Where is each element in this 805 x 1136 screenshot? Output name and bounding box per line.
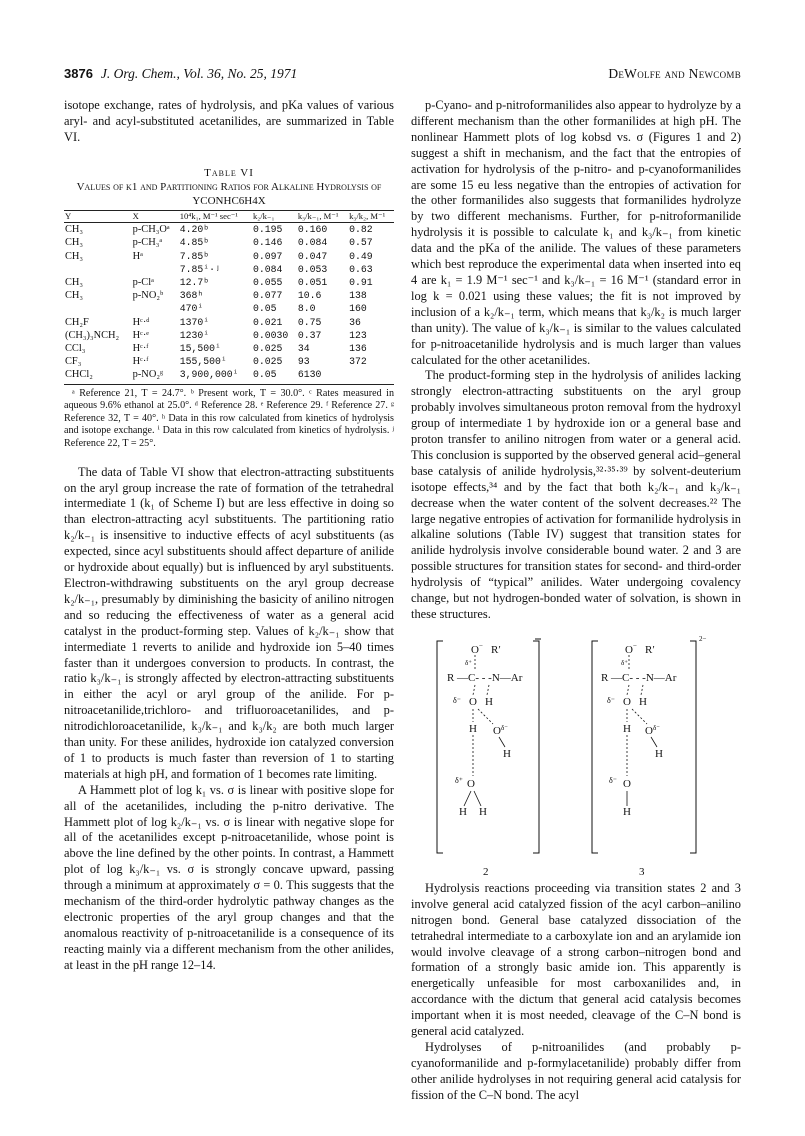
svg-text:δ⁺: δ⁺ <box>465 658 472 667</box>
table-cell: 15,500ⁱ <box>179 343 221 355</box>
table-row <box>64 236 394 249</box>
table-cell: 12.7ᵇ <box>179 277 210 289</box>
table-cell <box>348 368 394 384</box>
table-cell: 36 <box>349 316 361 328</box>
table-cell: p-NO₂ᵇ <box>132 290 164 302</box>
table-cell: Hᵃ <box>132 250 144 262</box>
structure-label-3: 3 <box>639 865 645 878</box>
table-row <box>64 316 394 329</box>
table-row <box>64 302 394 315</box>
svg-text:—C- - -N—Ar: —C- - -N—Ar <box>611 671 677 684</box>
data-table <box>64 210 394 385</box>
table-cell: 10.6 <box>297 290 322 302</box>
table-cell: 0.82 <box>349 224 373 236</box>
table-cell: 0.051 <box>297 277 328 289</box>
table-cell: 0.63 <box>349 263 373 275</box>
table-cell: 0.025 <box>252 356 283 368</box>
table-cell: p-NO₂ᵍ <box>132 368 179 384</box>
table-cell: 0.084 <box>252 263 283 275</box>
table-cell: Hᶜ·ᵈ <box>132 316 150 328</box>
table-header-cell: X <box>132 210 179 223</box>
svg-text:δ⁺: δ⁺ <box>455 775 463 785</box>
table-cell: 155,500ⁱ <box>179 356 227 368</box>
page-number: 3876 <box>64 66 93 81</box>
table-header-cell: Y <box>64 210 132 223</box>
table-cell: 8.0 <box>297 303 316 315</box>
table-body <box>64 223 394 384</box>
table-cell: CH₃ <box>65 277 84 289</box>
svg-text:δ⁻: δ⁻ <box>609 775 617 785</box>
table-cell: 0.160 <box>297 224 328 236</box>
svg-text:H: H <box>623 805 631 818</box>
table-row <box>64 276 394 289</box>
table-cell <box>64 263 132 276</box>
table-cell: Hᶜ·ᶠ <box>132 343 149 355</box>
table-cell: 1370ⁱ <box>179 316 210 328</box>
svg-text:—C- - -N—Ar: —C- - -N—Ar <box>457 671 523 684</box>
table-cell: 368ʰ <box>179 290 204 302</box>
svg-text:H: H <box>469 722 477 735</box>
table-cell: CH₂F <box>65 316 89 328</box>
table-row <box>64 263 394 276</box>
table-cell: 6130 <box>297 368 348 384</box>
table-row <box>64 223 394 237</box>
table-cell: 0.57 <box>349 237 373 249</box>
svg-text:2−: 2− <box>699 634 707 643</box>
svg-text:H: H <box>623 722 631 735</box>
table-caption <box>64 166 394 208</box>
table-cell: 4.85ᵇ <box>179 237 210 249</box>
table-cell: 93 <box>297 356 310 368</box>
table-cell: 0.025 <box>252 343 283 355</box>
svg-text:O: O <box>625 643 633 656</box>
table-cell <box>132 263 179 276</box>
table-number: Table VI <box>204 166 254 179</box>
table-cell: 160 <box>349 303 367 315</box>
table-cell: 0.91 <box>349 277 373 289</box>
table-cell: CCl₃ <box>65 343 86 355</box>
table-cell: 0.053 <box>297 263 328 275</box>
svg-text:R′: R′ <box>491 643 501 656</box>
paragraph-formanilides: p-Cyano- and p-nitroformanilides also appear to hydrolyze by a different mechanism than the other formanilides at high pH. The nonlinear Hammett plots of log kobsd vs. σ (Figures 1 and 2) suggest a shift in mechanism, and the fact that the entropies of activation for hydrolysis of the p-nitro- and p-cyanoformanilides are some 15 eu less negative than the entropies of activation for the other formanilides also suggests that formanilides hydrolyze by two different mechanisms. Further, for p-nitroformanilide hydrolysis it is possible to calculate k₁ and k₃/k₋₁ from kinetic data and the pKa of the anilide. The values of these parameters which best reproduce the experimental data when inserted into eq 4 are k₁ = 1.9 M⁻¹ sec⁻¹ and k₃/k₋₁ = 16 M⁻¹ (standard error in log k = 0.021 using these values; the fit is not improved by inclusion of a k₂/k₋₁ term, which means that k₃/k₂ is much larger than unity). The value of k₃/k₋₁ is similar to the values calculated for p-nitroacetanilide hydrolysis and is much larger than values calculated for the other acetanilides. <box>411 98 741 367</box>
table-cell: 0.146 <box>252 237 283 249</box>
svg-text:δ⁻: δ⁻ <box>453 695 461 705</box>
table-cell: 470ⁱ <box>179 303 204 315</box>
table-row <box>64 329 394 342</box>
table-cell <box>64 302 132 315</box>
table-header-cell: k₃/k₂, M⁻¹ <box>348 210 394 223</box>
table-header-row <box>64 210 394 223</box>
table-header-cell: k₃/k₋₁, M⁻¹ <box>297 210 348 223</box>
table-cell: 372 <box>349 356 367 368</box>
table-cell: 0.05 <box>252 368 297 384</box>
table-cell: 0.75 <box>297 316 322 328</box>
svg-text:H: H <box>655 747 663 760</box>
table-cell: 0.0030 <box>252 329 289 341</box>
table-cell: 123 <box>349 329 367 341</box>
table-cell: CHCl₂ <box>64 368 132 384</box>
table-footnotes <box>64 388 394 451</box>
table-cell: CH₃ <box>65 250 84 262</box>
running-authors: DeWolfe and Newcomb <box>608 66 741 81</box>
table-cell: CH₃ <box>65 237 84 249</box>
svg-text:δ⁻: δ⁻ <box>653 723 660 732</box>
table-cell: 1230ⁱ <box>179 329 210 341</box>
table-cell: 0.195 <box>252 224 283 236</box>
svg-text:δ⁻: δ⁻ <box>501 723 508 732</box>
svg-text:O: O <box>469 695 477 708</box>
table-cell: 0.055 <box>252 277 283 289</box>
left-column <box>64 98 394 974</box>
svg-text:O: O <box>493 724 501 737</box>
structure-label-2: 2 <box>483 865 489 878</box>
table-row <box>64 368 394 384</box>
table-cell: (CH₃)₃NCH₂ <box>65 329 120 341</box>
table-cell: Hᶜ·ᵉ <box>132 329 149 341</box>
svg-text:δ⁻: δ⁻ <box>607 695 615 705</box>
table-cell: 0.097 <box>252 250 283 262</box>
table-cell: 0.084 <box>297 237 328 249</box>
table-cell: 0.047 <box>297 250 328 262</box>
svg-text:O: O <box>467 777 475 790</box>
table-cell: CH₃ <box>65 290 84 302</box>
page-header <box>64 66 741 88</box>
table-row <box>64 355 394 368</box>
table-cell: CH₃ <box>65 224 84 236</box>
table-cell: 0.021 <box>252 316 283 328</box>
svg-text:H: H <box>503 747 511 760</box>
table-cell: CF₃ <box>65 356 82 368</box>
svg-text:O: O <box>645 724 653 737</box>
svg-text:H: H <box>485 695 493 708</box>
svg-text:O: O <box>623 777 631 790</box>
table-cell: 34 <box>297 343 310 355</box>
table-cell <box>132 302 179 315</box>
right-column <box>411 98 741 1104</box>
paragraph-hammett: A Hammett plot of log k₁ vs. σ is linear with positive slope for all of the acetanilides, including the p-nitro derivative. The Hammett plot of log k₂/k₋₁ vs. σ is linear with negative slope for all of the acetanilides except p-nitroacetanilide, whose point is above the line defined by the other points. In contrast, a Hammett plot of log k₃/k₋₁ vs. σ is strongly concave upward, passing through a minimum at approximately σ = 0. This suggests that the mechanism of the third-order hydrolytic pathway changes as the electronic properties of the aryl group changes and that the anomalous reactivity of p-nitroacetanilide is a consequence of its reacting mainly via a different mechanism from the other anilides, at least in the pH range 12–14. <box>64 782 394 972</box>
table-cell: 0.077 <box>252 290 283 302</box>
table-cell: 3,900,000ⁱ <box>179 368 252 384</box>
table-header-cell: 10⁴k₁, M⁻¹ sec⁻¹ <box>179 210 252 223</box>
svg-text:R: R <box>447 671 455 684</box>
table-cell: p-CH₃Oᵃ <box>132 224 170 236</box>
footnote-text: ᵃ Reference 21, T = 24.7°. ᵇ Present work, T = 30.0°. ᶜ Rates measured in aqueous 9.6% ethanol at 25.0°. ᵈ Reference 28. ᵉ Reference 29. ᶠ Reference 27. ᵍ Reference 32, T = 40°. ʰ Data in this row calculated from kinetics of hydrolysis and isotope exchange. ⁱ Data in this row calculated from kinetics of hydrolysis. ʲ Reference 22, T = 25°. <box>64 387 394 450</box>
paragraph-nitroanilides: Hydrolyses of p-nitroanilides (and probably p-cyanoformanilide and p-formylacetanilide) probably differ from other anilide hydrolyses in not requiring general acid catalysis for fission of the C–N bond. The acyl <box>411 1039 741 1102</box>
table-row <box>64 342 394 355</box>
paragraph-product-forming: The product-forming step in the hydrolysis of anilides lacking strongly electron-attracting substituents on the aryl group probably involves simultaneous proton removal from the hydroxyl group of intermediate 1 by hydroxide ion or a general base and proton transfer to anilino nitrogen from water or a general acid. This conclusion is supported by the observed general acid–general base catalysis of anilide hydrolysis,³²·³⁵·³⁹ by solvent-deuterium isotope effects,³⁴ and by the fact that both k₂/k₋₁ and k₃/k₋₁ decrease when the water content of the solvent decreases.²² The large negative entropies of activation for formanilide hydrolysis in alkaline solutions (Table IV) suggest that transition states for anilide hydrolysis involve considerable bound water. 2 and 3 are possible structures for transition states for second- and third-order hydrolysis of “typical” anilides. Water undergoing covalency change, but not hydrogen-bonded water of solvation, is shown in these structures. <box>411 368 742 621</box>
journal-citation: J. Org. Chem., Vol. 36, No. 25, 1971 <box>100 66 298 81</box>
table-cell: 0.37 <box>297 329 322 341</box>
paragraph-table-discussion: The data of Table VI show that electron-attracting substituents on the aryl group increase the rate of formation of the tetrahedral intermediate 1 (k₁ of Scheme I) but are less effective in doing so than electron-attracting acyl substituents. The partitioning ratio k₂/k₋₁ is insensitive to inductive effects of acyl substituents (as expected, since acyl substituents should affect departure of anilide or hydroxide about equally) but is influenced by aryl substituents. Electron-withdrawing substituents on the aryl group decrease k₂/k₋₁, presumably by diminishing the basicity of anilino nitrogen and so reducing the effectiveness of water as a general acid catalyst in the product-forming step. Values of k₂/k₋₁ show that intermediate 1 reverts to anilide and hydroxide ion 5–40 times faster than it undergoes conversion to products. In contrast, the ratio k₃/k₋₁ is strongly affected by electron-attracting substituents in either the acyl or aryl group of the anilide. For p-nitroacetanilide,trichloro- and trifluoroacetanilides, and p-nitrodichloroacetanilide, k₃/k₋₁ and k₃/k₂ are both much larger than unity. For these anilides, hydroxide ion catalyzed conversion of 1 to products is much faster than reversion of 1 to starting materials at high pH, and formation of 1 becomes rate limiting. <box>64 464 394 781</box>
table-row <box>64 250 394 263</box>
svg-text:−: − <box>633 641 637 650</box>
table-cell: Hᶜ·ᶠ <box>132 356 149 368</box>
table-cell: 7.85ᵇ <box>179 250 210 262</box>
table-cell: p-CH₃ᵃ <box>132 237 163 249</box>
svg-text:H: H <box>639 695 647 708</box>
table-title: Values of k1 and Partitioning Ratios for Alkaline Hydrolysis of YCONHC6H4X <box>76 180 382 207</box>
table-cell: 7.85ⁱ·ʲ <box>179 263 221 275</box>
paragraph-transition-states: Hydrolysis reactions proceeding via transition states 2 and 3 involve general acid catalyzed fission of the acyl carbon–anilino nitrogen bond. General base catalyzed dissociation of the tetrahedral intermediate to a carboxylate ion and an arylamide ion would involve cleavage of a strong carbon–nitrogen bond and formation of a strongly basic amide ion. This apparently is energetically unfeasible for most carboxanilides and, in accordance with the dictum that general acid catalysis becomes important when it is most needed, cleavage of the C–N bond is general acid catalyzed. <box>411 880 741 1039</box>
svg-text:H: H <box>479 805 487 818</box>
table-cell: 4.20ᵇ <box>179 224 210 236</box>
svg-text:δ⁺: δ⁺ <box>621 658 628 667</box>
table-cell: p-Clᵃ <box>132 277 154 289</box>
table-row <box>64 289 394 302</box>
table-cell: 0.05 <box>252 303 277 315</box>
svg-text:O: O <box>623 695 631 708</box>
structure-diagram <box>411 631 741 881</box>
transition-state-structures <box>411 631 741 881</box>
svg-text:R′: R′ <box>645 643 655 656</box>
intro-paragraph: isotope exchange, rates of hydrolysis, and pKa values of various aryl- and acyl-substituted acetanilides, are summarized in Table VI. <box>64 98 394 144</box>
table-cell: 0.49 <box>349 250 373 262</box>
svg-text:H: H <box>459 805 467 818</box>
svg-text:−: − <box>479 641 483 650</box>
svg-text:R: R <box>601 671 609 684</box>
table-cell: 136 <box>349 343 367 355</box>
table-cell: 138 <box>349 290 367 302</box>
svg-text:O: O <box>471 643 479 656</box>
table-header-cell: k₂/k₋₁ <box>252 210 297 223</box>
